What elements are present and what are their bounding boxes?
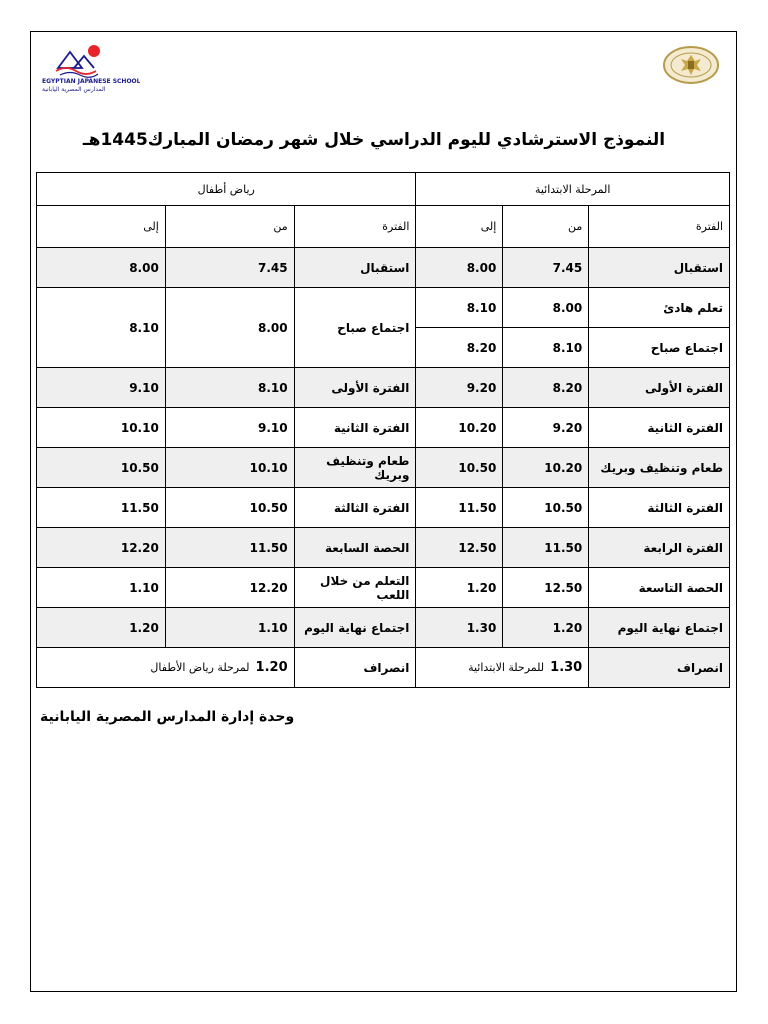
kg-period-cell: التعلم من خلال اللعب [294,568,416,608]
primary-to-cell: 10.20 [416,408,503,448]
kg-period-cell: اجتماع نهاية اليوم [294,608,416,648]
primary-to-header: إلى [416,206,503,248]
primary-from-header: من [503,206,589,248]
kg-from-cell: 8.10 [165,368,294,408]
kg-to-cell: 12.20 [37,528,166,568]
primary-section-header: المرحلة الابتدائية [416,173,730,206]
primary-from-cell: 11.50 [503,528,589,568]
primary-to-cell: 10.50 [416,448,503,488]
primary-to-cell: 8.20 [416,328,503,368]
primary-from-cell: 8.00 [503,288,589,328]
table-row [37,368,730,408]
kg-to-cell: 1.20 [37,608,166,648]
kg-from-header: من [165,206,294,248]
kg-period-header: الفترة [294,206,416,248]
kg-from-cell: 8.00 [165,288,294,368]
primary-to-cell: 9.20 [416,368,503,408]
kg-period-cell: الفترة الأولى [294,368,416,408]
table-row [37,448,730,488]
primary-dismissal-time-cell [416,648,589,688]
primary-to-cell: 1.30 [416,608,503,648]
table-row [37,488,730,528]
primary-period-cell: استقبال [589,248,730,288]
table-row [37,528,730,568]
kg-period-cell: طعام وتنظيف وبريك [294,448,416,488]
kg-period-cell: الحصة السابعة [294,528,416,568]
kg-from-cell: 7.45 [165,248,294,288]
ministry-seal [662,44,720,86]
primary-to-cell: 12.50 [416,528,503,568]
kg-period-cell: استقبال [294,248,416,288]
primary-period-cell: الحصة التاسعة [589,568,730,608]
primary-period-cell: اجتماع صباح [589,328,730,368]
section-header-row [37,173,730,206]
kg-period-cell: اجتماع صباح [294,288,416,368]
kg-from-cell: 11.50 [165,528,294,568]
primary-to-cell: 11.50 [416,488,503,528]
schedule-table [36,172,730,688]
primary-dismissal-desc: للمرحلة الابتدائية [468,661,545,674]
kg-to-cell: 8.10 [37,288,166,368]
primary-from-cell: 8.20 [503,368,589,408]
kg-to-cell: 8.00 [37,248,166,288]
seal-icon [662,44,720,86]
kg-from-cell: 12.20 [165,568,294,608]
primary-dismissal-label: انصراف [589,648,730,688]
primary-to-cell: 8.10 [416,288,503,328]
page-title: النموذج الاسترشادي لليوم الدراسي خلال شهر رمضان المبارك1445هـ [82,130,666,150]
primary-dismissal-time: 1.30 [550,660,583,675]
primary-to-cell: 8.00 [416,248,503,288]
column-header-row [37,206,730,248]
kg-dismissal-time: 1.20 [255,660,288,675]
table-row [37,288,730,328]
primary-period-cell: اجتماع نهاية اليوم [589,608,730,648]
kg-to-cell: 10.10 [37,408,166,448]
primary-period-cell: الفترة الثالثة [589,488,730,528]
kg-dismissal-label: انصراف [294,648,416,688]
logo-arabic-text: المدارس المصرية اليابانية [42,86,106,93]
kg-dismissal-time-cell [37,648,295,688]
primary-period-cell: طعام وتنظيف وبريك [589,448,730,488]
primary-from-cell: 12.50 [503,568,589,608]
kg-period-cell: الفترة الثانية [294,408,416,448]
footer-signature: وحدة إدارة المدارس المصرية اليابانية [40,709,295,725]
table-row [37,248,730,288]
kg-from-cell: 10.10 [165,448,294,488]
kg-to-cell: 11.50 [37,488,166,528]
kg-to-cell: 9.10 [37,368,166,408]
kg-period-cell: الفترة الثالثة [294,488,416,528]
kg-from-cell: 10.50 [165,488,294,528]
primary-period-cell: تعلم هادئ [589,288,730,328]
primary-from-cell: 9.20 [503,408,589,448]
primary-from-cell: 1.20 [503,608,589,648]
kg-dismissal-desc: لمرحلة رياض الأطفال [150,661,250,674]
dismissal-row [37,648,730,688]
pyramids-sun-logo-icon [40,38,140,94]
primary-from-cell: 10.50 [503,488,589,528]
primary-period-header: الفترة [589,206,730,248]
kg-section-header: رياض أطفال [37,173,416,206]
kg-to-header: إلى [37,206,166,248]
table-row [37,408,730,448]
primary-from-cell: 8.10 [503,328,589,368]
primary-to-cell: 1.20 [416,568,503,608]
logo-english-text: EGYPTIAN JAPANESE SCHOOLS [42,78,140,85]
primary-period-cell: الفترة الأولى [589,368,730,408]
primary-period-cell: الفترة الثانية [589,408,730,448]
primary-from-cell: 10.20 [503,448,589,488]
primary-period-cell: الفترة الرابعة [589,528,730,568]
school-logo [40,38,140,94]
kg-from-cell: 9.10 [165,408,294,448]
table-row [37,568,730,608]
kg-to-cell: 10.50 [37,448,166,488]
kg-from-cell: 1.10 [165,608,294,648]
primary-from-cell: 7.45 [503,248,589,288]
table-row [37,608,730,648]
kg-to-cell: 1.10 [37,568,166,608]
